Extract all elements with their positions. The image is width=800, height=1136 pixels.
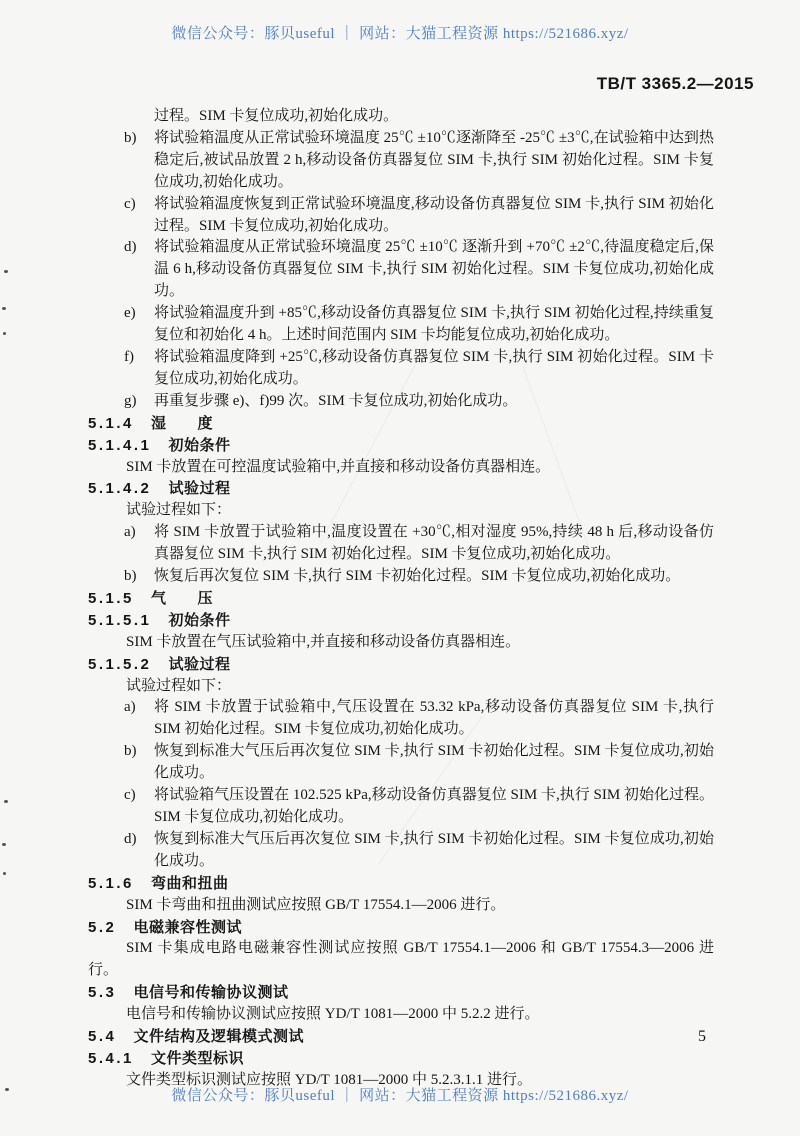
document-body <box>88 106 714 1092</box>
doc-number: TB/T 3365.2—2015 <box>596 74 754 93</box>
paragraph: 电信号和传输协议测试应按照 YD/T 1081—2000 中 5.2.2 进行。 <box>126 1006 540 1023</box>
heading-number: 5.1.4.2 <box>88 480 152 498</box>
list-item <box>88 566 714 588</box>
list-item-text: 将试验箱温度恢复到正常试验环境温度,移动设备仿真器复位 SIM 卡,执行 SIM 初始化过程。SIM 卡复位成功,初始化成功。 <box>154 195 714 234</box>
scan-speck <box>3 332 6 335</box>
list-marker: b) <box>124 568 137 585</box>
heading-title: 弯曲和扭曲 <box>151 874 229 892</box>
section-heading <box>88 873 714 895</box>
heading-title: 电磁兼容性测试 <box>133 918 243 936</box>
section-heading <box>88 982 714 1004</box>
section-heading <box>88 588 714 610</box>
paragraph: 试验过程如下： <box>126 502 232 519</box>
heading-number: 5.4 <box>88 1028 117 1046</box>
heading-number: 5.1.5.1 <box>88 611 152 629</box>
paragraph: SIM 卡弯曲和扭曲测试应按照 GB/T 17554.1—2006 进行。 <box>126 896 506 913</box>
section-heading <box>88 1026 714 1048</box>
list-item <box>88 303 714 347</box>
list-marker: e) <box>124 305 136 322</box>
list-item-text: 将 SIM 卡放置于试验箱中,温度设置在 +30℃,相对湿度 95%,持续 48 h 后,移动设备仿真器复位 SIM 卡,执行 SIM 初始化过程。SIM 卡复位成功,初始化成功。 <box>154 524 714 563</box>
section-heading <box>88 435 714 457</box>
heading-title: 湿 度 <box>151 414 214 432</box>
heading-title: 试验过程 <box>168 655 231 673</box>
list-marker: b) <box>124 743 137 760</box>
heading-title: 文件类型标识 <box>151 1049 245 1067</box>
heading-title: 电信号和传输协议测试 <box>133 984 289 1002</box>
list-item-text: 恢复到标准大气压后再次复位 SIM 卡,执行 SIM 卡初始化过程。SIM 卡复位成功,初始化成功。 <box>154 743 714 782</box>
list-item <box>88 194 714 238</box>
section-heading <box>88 654 714 676</box>
footer-watermark: 微信公众号：豚贝useful ｜ 网站：大猫工程资源 https://521686.xyz/ <box>171 1088 629 1104</box>
paragraph: 试验过程如下： <box>126 677 232 694</box>
list-item-text: 再重复步骤 e)、f)99 次。SIM 卡复位成功,初始化成功。 <box>154 392 518 409</box>
list-marker: a) <box>124 699 136 716</box>
section-heading <box>88 1048 714 1070</box>
heading-number: 5.1.6 <box>88 874 134 892</box>
heading-title: 试验过程 <box>168 480 231 498</box>
paragraph: SIM 卡放置在气压试验箱中,并直接和移动设备仿真器相连。 <box>126 633 521 650</box>
list-marker: c) <box>124 195 136 212</box>
scan-speck <box>5 1088 9 1091</box>
heading-number: 5.4.1 <box>88 1049 134 1067</box>
header-watermark: 微信公众号：豚贝useful ｜ 网站：大猫工程资源 https://521686.xyz/ <box>171 26 629 42</box>
list-marker: d) <box>124 830 137 847</box>
list-item <box>88 347 714 391</box>
heading-title: 气 压 <box>151 589 214 607</box>
list-item <box>88 829 714 873</box>
list-item <box>88 785 714 829</box>
list-item <box>88 128 714 194</box>
list-item <box>88 391 714 413</box>
heading-title: 初始条件 <box>168 611 231 629</box>
paragraph: SIM 卡放置在可控温度试验箱中,并直接和移动设备仿真器相连。 <box>126 458 551 475</box>
scan-speck <box>2 843 6 846</box>
list-item-text: 将试验箱温度从正常试验环境温度 25℃ ±10℃ 逐渐升到 +70℃ ±2℃,待温度稳定后,保温 6 h,移动设备仿真器复位 SIM 卡,执行 SIM 初始化过程。SIM 卡复位成功,初始化成功。 <box>154 239 714 300</box>
section-heading <box>88 478 714 500</box>
heading-number: 5.2 <box>88 918 117 936</box>
list-item-text: 恢复到标准大气压后再次复位 SIM 卡,执行 SIM 卡初始化过程。SIM 卡复位成功,初始化成功。 <box>154 830 714 869</box>
section-heading <box>88 413 714 435</box>
list-item-text: 将试验箱气压设置在 102.525 kPa,移动设备仿真器复位 SIM 卡,执行 SIM 初始化过程。SIM 卡复位成功,初始化成功。 <box>154 787 714 825</box>
list-item <box>88 522 714 566</box>
list-item-text: 将试验箱温度从正常试验环境温度 25℃ ±10℃逐渐降至 -25℃ ±3℃,在试验箱中达到热稳定后,被试品放置 2 h,移动设备仿真器复位 SIM 卡,执行 SIM 初始化过程。SIM 卡复位成功,初始化成功。 <box>154 129 714 190</box>
paragraph: 文件类型标识测试应按照 YD/T 1081—2000 中 5.2.3.1.1 进行。 <box>126 1071 532 1088</box>
list-marker: f) <box>124 348 134 365</box>
list-item <box>88 237 714 303</box>
list-marker: d) <box>124 239 137 256</box>
list-marker: a) <box>124 524 136 541</box>
heading-number: 5.3 <box>88 984 117 1002</box>
heading-number: 5.1.5.2 <box>88 655 152 673</box>
heading-title: 初始条件 <box>168 436 231 454</box>
list-item-text: 恢复后再次复位 SIM 卡,执行 SIM 卡初始化过程。SIM 卡复位成功,初始化成功。 <box>154 568 681 585</box>
list-marker: c) <box>124 787 136 804</box>
list-marker: g) <box>124 392 137 409</box>
paragraph-continuation: 过程。SIM 卡复位成功,初始化成功。 <box>154 108 399 124</box>
heading-title: 文件结构及逻辑模式测试 <box>133 1028 305 1046</box>
scan-speck <box>4 800 8 803</box>
list-item-text: 将试验箱温度降到 +25℃,移动设备仿真器复位 SIM 卡,执行 SIM 初始化过程。SIM 卡复位成功,初始化成功。 <box>154 348 714 387</box>
list-marker: b) <box>124 129 137 146</box>
scan-speck <box>2 307 6 310</box>
scan-speck <box>4 270 8 273</box>
list-item <box>88 697 714 741</box>
section-heading <box>88 917 714 939</box>
list-item-text: 将试验箱温度升到 +85℃,移动设备仿真器复位 SIM 卡,执行 SIM 初始化过程,持续重复复位和初始化 4 h。上述时间范围内 SIM 卡均能复位成功,初始化成功。 <box>154 305 714 344</box>
list-item-text: 将 SIM 卡放置于试验箱中,气压设置在 53.32 kPa,移动设备仿真器复位 SIM 卡,执行 SIM 初始化过程。SIM 卡复位成功,初始化成功。 <box>154 699 714 738</box>
page-number: 5 <box>698 1028 706 1045</box>
heading-number: 5.1.4 <box>88 414 134 432</box>
heading-number: 5.1.5 <box>88 589 134 607</box>
section-heading <box>88 610 714 632</box>
paragraph: SIM 卡集成电路电磁兼容性测试应按照 GB/T 17554.1—2006 和 GB/T 17554.3—2006 进行。 <box>88 940 714 979</box>
scan-speck <box>3 872 6 875</box>
list-item <box>88 741 714 785</box>
heading-number: 5.1.4.1 <box>88 436 152 454</box>
